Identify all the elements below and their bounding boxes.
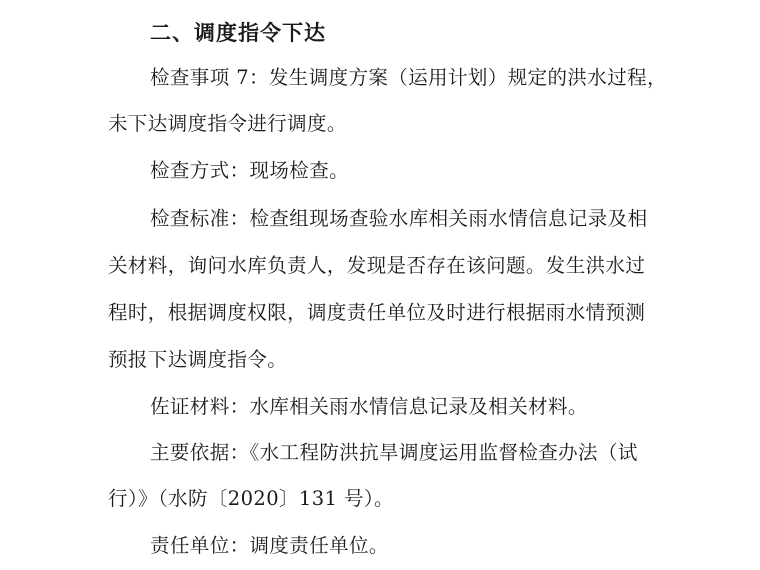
inspection-item-line-1: 检查事项 7：发生调度方案（运用计划）规定的洪水过程， bbox=[150, 66, 667, 89]
inspection-standard-line-2: 关材料，询问水库负责人，发现是否存在该问题。发生洪水过 bbox=[108, 254, 646, 277]
main-basis-line-1: 主要依据：《水工程防洪抗旱调度运用监督检查办法（试 bbox=[150, 441, 638, 464]
inspection-standard-line-4: 预报下达调度指令。 bbox=[108, 348, 288, 371]
responsible-unit-line: 责任单位：调度责任单位。 bbox=[150, 534, 389, 557]
inspection-standard-line-3: 程时，根据调度权限，调度责任单位及时进行根据雨水情预测 bbox=[108, 301, 646, 324]
supporting-materials-line: 佐证材料：水库相关雨水情信息记录及相关材料。 bbox=[150, 395, 588, 418]
main-basis-line-2: 行）》（水防〔2020〕131 号）。 bbox=[108, 487, 394, 510]
inspection-item-line-2: 未下达调度指令进行调度。 bbox=[108, 112, 347, 135]
inspection-method-line: 检查方式：现场检查。 bbox=[150, 159, 350, 182]
section-heading: 二、调度指令下达 bbox=[150, 21, 326, 45]
inspection-standard-line-1: 检查标准：检查组现场查验水库相关雨水情信息记录及相 bbox=[150, 207, 648, 230]
